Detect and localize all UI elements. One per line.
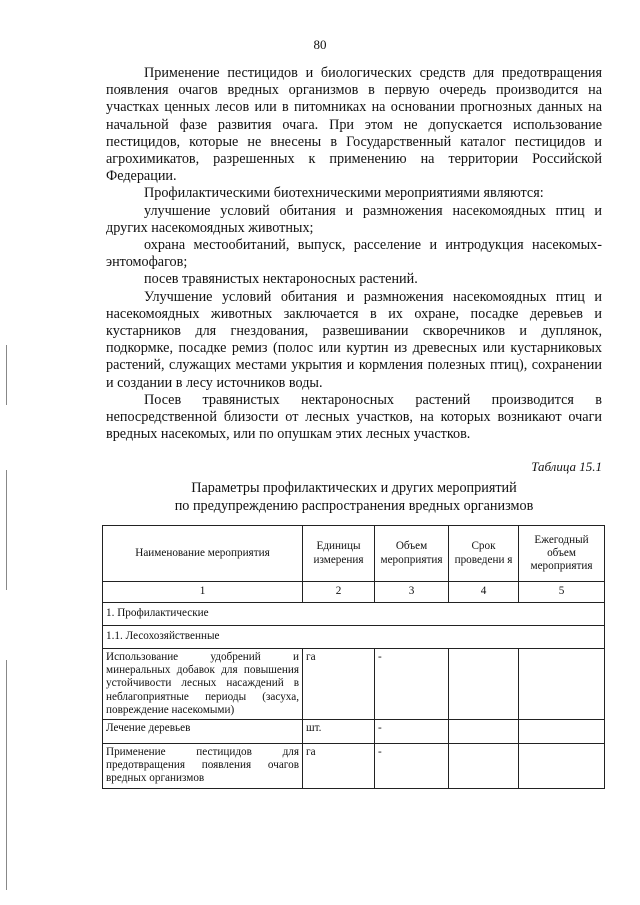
header-volume: Объем мероприятия [375, 526, 449, 582]
header-annual-volume: Ежегодный объем мероприятия [519, 526, 605, 582]
table-row [103, 720, 605, 744]
row-name: Лечение деревьев [103, 720, 303, 744]
header-term: Срок проведени я [449, 526, 519, 582]
section-row [103, 603, 605, 626]
row-volume: - [375, 649, 449, 720]
scan-edge-mark [6, 345, 7, 405]
paragraph-sowing: Посев травянистых нектароносных растений производится в непосредственной близости от лесных участков, на которых возникают очаги вредных насекомых, или по опушкам этих лесных участков. [106, 391, 602, 443]
row-name: Использование удобрений и минеральных добавок для повышения устойчивости лесных насаждений в неблагоприятные периоды (засуха, повреждение насекомыми) [103, 649, 303, 720]
header-units: Единицы измерения [303, 526, 375, 582]
column-number: 4 [449, 582, 519, 603]
row-unit: шт. [303, 720, 375, 744]
row-term [449, 649, 519, 720]
paragraph-biotech-intro: Профилактическими биотехническими мероприятиями являются: [144, 185, 544, 202]
column-number: 3 [375, 582, 449, 603]
body-text [106, 65, 602, 443]
column-number: 5 [519, 582, 605, 603]
row-annual [519, 649, 605, 720]
row-volume: - [375, 720, 449, 744]
column-number-row [103, 582, 605, 603]
table-row [103, 744, 605, 789]
table-row [103, 649, 605, 720]
section-row [103, 626, 605, 649]
row-term [449, 720, 519, 744]
column-number: 2 [303, 582, 375, 603]
scan-edge-mark [6, 470, 7, 590]
row-unit: га [303, 649, 375, 720]
section-forestry: 1.1. Лесохозяйственные [103, 626, 605, 649]
row-unit: га [303, 744, 375, 789]
table-title-line-1: Параметры профилактических и других мероприятий [191, 480, 517, 496]
paragraph-nectar-plants: посев травянистых нектароносных растений. [144, 271, 418, 288]
paragraph-entomophages: охрана местообитаний, выпуск, расселение и интродукция насекомых-энтомофагов; [106, 237, 602, 271]
scan-edge-mark [6, 660, 7, 890]
table-header-row [103, 526, 605, 582]
paragraph-bird-habitat: Улучшение условий обитания и размножения насекомоядных птиц и насекомоядных животных заключается в их охране, посадке деревьев и кустарников для гнездования, развешивании скворечников и дуплянок, подкормке, посадке ремиз (полос или куртин из древесных или кустарниковых растений, служащих местами укрытия и кормления полезных птиц), сохранении и создании в лесу источников воды. [106, 288, 602, 391]
page-number: 80 [313, 37, 327, 52]
row-volume: - [375, 744, 449, 789]
header-name: Наименование мероприятия [103, 526, 303, 582]
table-title [106, 479, 602, 515]
row-term [449, 744, 519, 789]
column-number: 1 [103, 582, 303, 603]
table-caption: Таблица 15.1 [531, 459, 602, 474]
row-annual [519, 720, 605, 744]
paragraph-pesticides: Применение пестицидов и биологических средств для предотвращения появления очагов вредных организмов в первую очередь производится на участках ценных лесов или в питомниках на основании прогнозных данных на начальной фазе развития очага. При этом не допускается использование пестицидов, которые не внесены в Государственный каталог пестицидов и агрохимикатов, разрешенных к применению на территории Российской Федерации. [106, 65, 602, 185]
table-title-line-2: по предупреждению распространения вредных организмов [174, 498, 534, 514]
paragraph-birds: улучшение условий обитания и размножения насекомоядных птиц и других насекомоядных животных; [106, 202, 602, 236]
row-annual [519, 744, 605, 789]
parameters-table [102, 525, 605, 789]
section-preventive: 1. Профилактические [103, 603, 605, 626]
row-name: Применение пестицидов для предотвращения появления очагов вредных организмов [103, 744, 303, 789]
